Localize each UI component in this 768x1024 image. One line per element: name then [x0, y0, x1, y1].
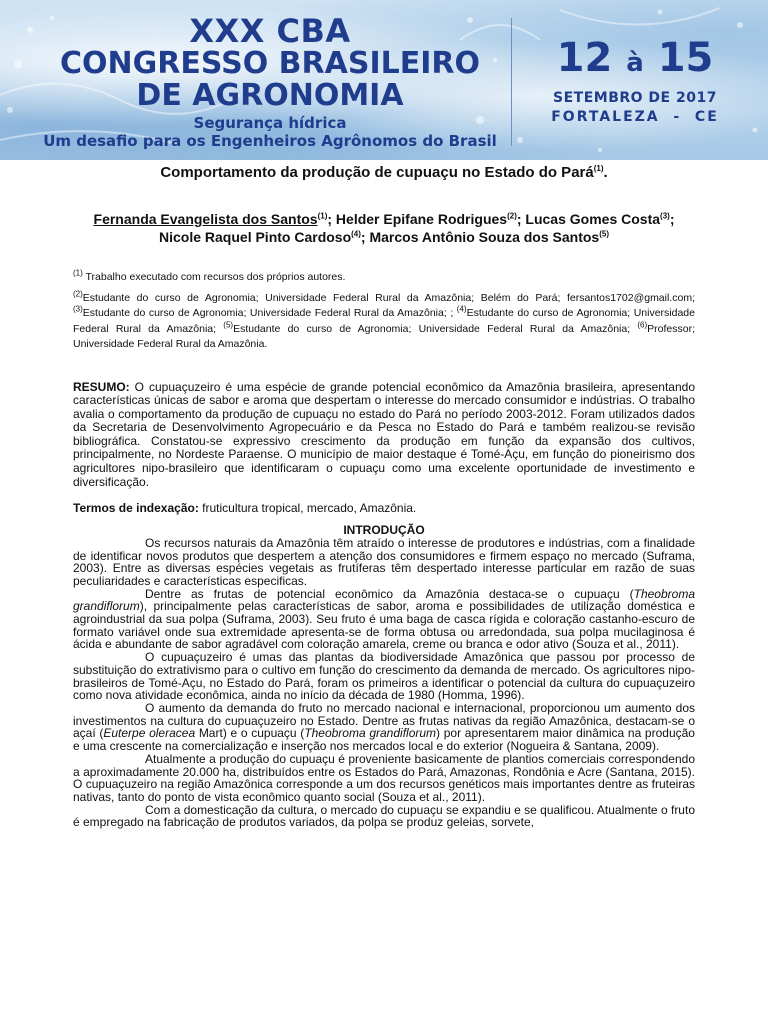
paragraph: [73, 651, 695, 702]
abstract: [73, 381, 695, 490]
paragraph: [73, 804, 695, 829]
author-name: Nicole Raquel Pinto Cardoso: [159, 229, 352, 245]
note-text: Trabalho executado com recursos dos próprios autores.: [82, 271, 346, 283]
paragraph-text: O cupuaçuzeiro é umas das plantas da biodiversidade Amazônica que passou por processo de substituição do extrativismo para o cultivo em função do crescimento da demanda de mercado. Os agricultores nipo-brasileiros de Tomé-Açu, no Estado do Pará, foram os primeiros a identificar o potencial da cultura do cupuaçuzeiro como nova atividade econômica, ainda no início da década de 1980 (Homma, 1996).: [73, 650, 695, 703]
section-heading: INTRODUÇÃO: [343, 522, 425, 537]
paragraph: [73, 537, 695, 588]
congress-subtheme: Um desafio para os Engenheiros Agrônomos do Brasil: [43, 132, 497, 150]
paragraph: [73, 753, 695, 804]
note-text: Professor; Universidade Federal Rural da Amazônia.: [73, 322, 695, 350]
note-text: Estudante do curso de Agronomia; Universidade Federal Rural da Amazônia;: [73, 307, 695, 335]
author-list: Fernanda Evangelista dos Santos$^{(1)}$; Helder Epifane Rodrigues$^{(2)}$; Lucas Gomes Costa$^{(3)}$; Nicole Raquel Pinto Cardoso$^{(4)}$; Marcos Antônio Souza dos Santos$^{(5)}$: [93, 211, 675, 245]
note-sup: (6): [637, 320, 648, 329]
paper-page: [73, 160, 695, 829]
paragraph-text: Atualmente a produção do cupuaçu é proveniente basicamente de plantios comerciais correspondendo a aproximadamente 20.000 ha, distribuídos entre os Estados do Pará, Amazonas, Rondônia e Acre (Santana, 2015). O cupuaçuzeiro na região Amazônica corresponde a um dos recursos genéticos mais importantes dentre as fruteiras nativas, tanto do ponto de vista econômico quanto social (Souza et al., 2011).: [73, 751, 695, 804]
note-sup: (1): [73, 268, 83, 278]
author-sup: (2): [507, 211, 517, 221]
author-sup: (1): [317, 211, 328, 221]
paragraph-text: Os recursos naturais da Amazônia têm atraído o interesse de produtores e indústrias, com a finalidade de identificar novos produtos que despertem a atenção dos consumidores e firmem espaço no mercado (Suframa, 2003). Entre as diversas espécies vegetais as frutíferas têm despertado interesse particular em razão de suas peculiaridades e características especificas.: [73, 535, 695, 588]
congress-name-line1: CONGRESSO BRASILEIRO: [60, 46, 480, 81]
note-sup: (2): [73, 289, 83, 298]
paragraph-text: Com a domesticação da cultura, o mercado do cupuaçu se expandiu e se qualificou. Atualmente o fruto é empregado na fabricação de produtos variados, da polpa se produz geleias, sorvete,: [73, 802, 695, 830]
author-name: Helder Epifane Rodrigues: [335, 211, 508, 227]
paper-title-end: .: [603, 164, 608, 181]
author-sup: (4): [351, 229, 361, 239]
note-text: Estudante do curso de Agronomia; Universidade Federal Rural da Amazônia;: [233, 322, 638, 335]
note-text: Estudante do curso de Agronomia; Universidade Federal Rural da Amazônia; Belém do Pará; fersantos1702@gmail.com;: [82, 291, 695, 304]
congress-edition: XXX CBA: [189, 12, 351, 50]
date-range: [530, 36, 740, 85]
date-separator: à: [626, 48, 644, 78]
index-terms: [73, 502, 695, 516]
index-terms-label: Termos de indexação:: [73, 501, 199, 516]
index-terms-text: fruticultura tropical, mercado, Amazônia.: [198, 501, 417, 516]
paper-title-text: Comportamento da produção de cupuaçu no Estado do Pará: [160, 164, 594, 181]
congress-dates: [530, 36, 740, 127]
abstract-label: RESUMO:: [73, 379, 130, 394]
note-affiliations: [73, 291, 695, 353]
paragraph-text: Mart) e o cupuaçu (: [195, 726, 305, 741]
paper-title: [73, 164, 695, 182]
author-name: Marcos Antônio Souza dos Santos: [369, 229, 600, 245]
date-start: 12: [556, 35, 613, 81]
scientific-name: Theobroma grandiflorum: [304, 726, 437, 741]
congress-title: [40, 14, 500, 150]
paragraph-text: O aumento da demanda do fruto no mercado nacional e internacional, proporcionou um aumento dos investimentos na cultura do cupuaçuzeiro no Estado. Dentre as frutas nativas da região Amazônica, destacam-se o açaí (: [73, 700, 695, 741]
banner-divider: [511, 18, 512, 146]
congress-banner: [0, 0, 768, 160]
paragraph-text: ) por apresentarem maior dinâmica na produção e uma crescente na comercialização e inserção nos mercados local e do exterior (Nogueira & Santana, 2009).: [73, 726, 695, 754]
affiliation-notes: [73, 270, 695, 353]
author-name: Fernanda Evangelista dos Santos: [93, 211, 318, 227]
scientific-name: Euterpe oleracea: [103, 726, 196, 741]
paragraph: [73, 702, 695, 753]
paper-title-sup: (1): [593, 164, 604, 173]
date-city: FORTALEZA - CE: [551, 109, 719, 125]
date-end: 15: [657, 35, 714, 81]
paragraph: [73, 588, 695, 652]
date-month: SETEMBRO DE 2017: [553, 90, 717, 106]
paragraph-text: ), principalmente pelas características de sabor, aroma e possibilidades de utilização doméstica e agroindustrial da sua polpa (Suframa, 2003). Seu fruto é uma baga de casca rígida e coloração castanho-escuro de formato variável onde sua extremidade apresenta-se de forma obtusa ou arredondada, sua polpa mucilaginosa é ácida e abundante de sabor agradável com coloração amarela, creme ou branca e odor ativo (Souza et al., 2011).: [73, 599, 695, 652]
author-name: Lucas Gomes Costa: [525, 211, 661, 227]
congress-theme: Segurança hídrica: [193, 114, 347, 132]
note-funding: [73, 270, 695, 286]
note-sup: (4): [456, 304, 467, 314]
note-sup: (5): [223, 320, 234, 329]
author-sup: (5): [599, 229, 609, 239]
abstract-text: O cupuaçuzeiro é uma espécie de grande potencial econômico da Amazônia brasileira, apresentando características únicas de sabor e aroma que despertam o interesse do mercado consumidor e indústrias. O trabalho avalia o comportamento da produção de cupuaçu no estado do Pará no período 2003-2012. Foram utilizados dados da Secretaria de Desenvolvimento Agropecuário e da Pesca no Estado do Pará e também realizou-se revisão bibliográfica. Constatou-se expressivo crescimento da produção em função da expansão dos cultivos, principalmente, no Nordeste Paraense. O município de maior destaque é Tomé-Açu, em função do pioneirismo dos agricultores nipo-brasileiro que identificaram o cupuaçu como uma excelente oportunidade de investimento e diversificação.: [73, 379, 695, 489]
note-sup: (3): [73, 304, 83, 314]
author-sup: (3): [660, 211, 670, 221]
note-text: Estudante do curso de Agronomia; Universidade Federal Rural da Amazônia; ;: [82, 307, 457, 319]
paragraph-text: Dentre as frutas de potencial econômico da Amazônia destaca-se o cupuaçu (: [145, 586, 634, 601]
congress-name-line2: DE AGRONOMIA: [136, 78, 404, 113]
scientific-name: Theobroma grandiflorum: [73, 586, 695, 614]
